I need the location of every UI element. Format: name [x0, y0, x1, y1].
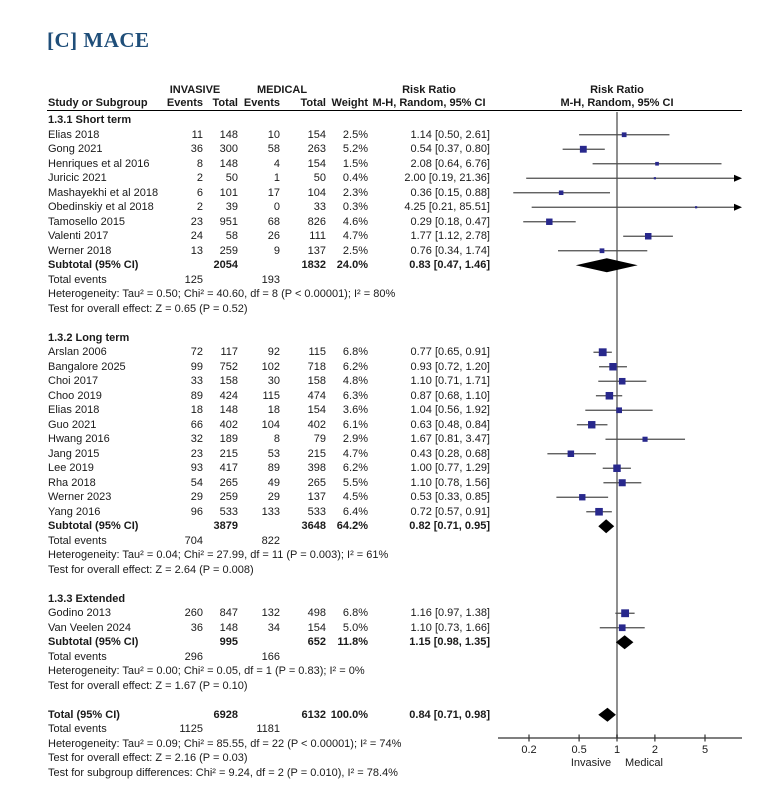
risk-ratio-ci: 0.87 [0.68, 1.10]: [410, 389, 490, 402]
table-row: [0, 519, 762, 534]
medical-events: 133: [261, 505, 280, 518]
medical-events: 92: [267, 346, 280, 358]
medical-events: 115: [262, 389, 280, 402]
invasive-total: 265: [219, 476, 238, 489]
total-label: Total (95% CI): [48, 708, 120, 721]
invasive-events: 89: [190, 389, 203, 402]
subgroup-differences-note: Test for subgroup differences: Chi² = 9.24, df = 2 (P = 0.010), I² = 78.4%: [48, 766, 398, 779]
heterogeneity-note: Heterogeneity: Tau² = 0.00; Chi² = 0.05, df = 1 (P = 0.83); I² = 0%: [48, 665, 365, 677]
risk-ratio-ci: 1.10 [0.73, 1.66]: [410, 621, 490, 634]
weight-value: 100.0%: [330, 708, 368, 721]
axis-right-label: Medical: [625, 757, 663, 769]
medical-total: 474: [307, 389, 326, 402]
study-name: Elias 2018: [48, 128, 100, 141]
medical-total: 115: [308, 346, 326, 358]
invasive-events: 18: [190, 404, 203, 416]
weight-value: 6.4%: [342, 505, 368, 518]
medical-total: 215: [307, 447, 326, 460]
table-row: [0, 606, 762, 621]
invasive-total: 995: [219, 636, 238, 648]
weight-value: 64.2%: [336, 520, 368, 532]
study-name: Bangalore 2025: [48, 360, 126, 373]
invasive-total: 158: [219, 375, 238, 387]
col-header-method-text: M-H, Random, 95% CI: [372, 97, 486, 109]
invasive-events: 54: [190, 476, 203, 489]
subtotal-label: Subtotal (95% CI): [48, 259, 139, 271]
table-row: [0, 766, 762, 781]
risk-ratio-ci: 1.00 [0.77, 1.29]: [410, 462, 490, 474]
table-row: [0, 476, 762, 491]
invasive-events: 33: [190, 375, 203, 387]
risk-ratio-ci: 0.83 [0.47, 1.46]: [409, 259, 490, 271]
weight-value: 3.6%: [342, 404, 368, 416]
invasive-total: 417: [219, 462, 238, 474]
invasive-events: 24: [190, 230, 203, 242]
weight-value: 5.0%: [342, 621, 368, 634]
risk-ratio-ci: 0.93 [0.72, 1.20]: [410, 360, 490, 373]
study-name: Arslan 2006: [48, 346, 107, 358]
table-row: [0, 287, 762, 302]
weight-value: 2.9%: [342, 433, 368, 445]
col-header-medical: MEDICAL: [256, 84, 308, 96]
weight-value: 0.4%: [342, 172, 368, 184]
table-row: [0, 345, 762, 360]
overall-effect-note: Test for overall effect: Z = 0.65 (P = 0.52): [48, 302, 248, 315]
table-row: [0, 331, 762, 346]
table-row: [0, 403, 762, 418]
risk-ratio-ci: 1.04 [0.56, 1.92]: [410, 404, 490, 416]
medical-events: 29: [267, 491, 280, 503]
col-header-med-total: Total: [300, 97, 326, 109]
risk-ratio-ci: 2.08 [0.64, 6.76]: [410, 157, 490, 170]
medical-events: 49: [267, 476, 280, 489]
invasive-total: 951: [219, 215, 238, 228]
table-row: [0, 171, 762, 186]
medical-total: 104: [307, 186, 326, 199]
table-row: [0, 577, 762, 592]
invasive-events: 6: [196, 186, 203, 199]
study-name: Werner 2023: [48, 491, 112, 503]
invasive-events: 96: [190, 505, 203, 518]
invasive-events: 13: [190, 244, 203, 257]
table-row: [0, 316, 762, 331]
weight-value: 2.5%: [342, 244, 368, 257]
table-row: [0, 215, 762, 230]
subtotal-label: Subtotal (95% CI): [48, 636, 139, 648]
total-events-label: Total events: [48, 650, 107, 663]
table-row: [0, 157, 762, 172]
table-row: [0, 142, 762, 157]
table-row: [0, 374, 762, 389]
risk-ratio-ci: 0.76 [0.34, 1.74]: [410, 244, 490, 257]
weight-value: 2.3%: [342, 186, 368, 199]
invasive-total: 148: [219, 157, 238, 170]
invasive-events: 36: [190, 621, 203, 634]
medical-total: 154: [307, 621, 326, 634]
medical-events: 89: [267, 462, 280, 474]
invasive-total: 50: [225, 172, 238, 184]
table-row: [0, 113, 762, 128]
medical-events: 53: [267, 447, 280, 460]
invasive-total: 117: [220, 346, 238, 358]
medical-total: 154: [307, 128, 326, 141]
weight-value: 6.1%: [342, 418, 368, 431]
medical-events: 1: [273, 172, 280, 184]
weight-value: 6.2%: [342, 360, 368, 373]
invasive-total: 148: [219, 128, 238, 141]
table-row: [0, 229, 762, 244]
weight-value: 2.5%: [342, 128, 368, 141]
axis-tick-label: 0.2: [521, 744, 537, 756]
risk-ratio-ci: 1.16 [0.97, 1.38]: [410, 607, 490, 619]
weight-value: 4.8%: [342, 375, 368, 387]
invasive-events: 11: [191, 128, 203, 141]
medical-total: 265: [307, 476, 326, 489]
medical-total: 402: [307, 418, 326, 431]
invasive-events: 8: [196, 157, 203, 170]
table-row: [0, 244, 762, 259]
weight-value: 5.2%: [342, 143, 368, 155]
medical-events-sum: 166: [261, 650, 280, 663]
medical-total: 50: [313, 172, 326, 184]
invasive-total: 424: [219, 389, 238, 402]
risk-ratio-ci: 0.77 [0.65, 0.91]: [410, 346, 490, 358]
risk-ratio-ci: 0.36 [0.15, 0.88]: [410, 186, 490, 199]
table-row: [0, 751, 762, 766]
invasive-total: 6928: [213, 708, 238, 721]
risk-ratio-ci: 0.43 [0.28, 0.68]: [410, 447, 490, 460]
study-name: Choo 2019: [48, 389, 102, 402]
medical-total: 533: [307, 505, 326, 518]
weight-value: 5.5%: [342, 476, 368, 489]
medical-events-sum: 1181: [256, 723, 280, 735]
invasive-events-sum: 296: [184, 650, 203, 663]
medical-total: 718: [307, 360, 326, 373]
subgroup-heading: 1.3.2 Long term: [48, 331, 130, 344]
table-row: [0, 418, 762, 433]
weight-value: 1.5%: [342, 157, 368, 170]
invasive-events: 260: [184, 607, 203, 619]
axis-tick-label: 1: [613, 744, 621, 756]
table-row: [0, 592, 762, 607]
weight-value: 4.6%: [342, 215, 368, 228]
table-row: [0, 693, 762, 708]
subtotal-label: Subtotal (95% CI): [48, 520, 139, 532]
table-row: [0, 563, 762, 578]
study-name: Henriques et al 2016: [48, 157, 150, 170]
medical-events: 17: [267, 186, 280, 199]
study-name: Jang 2015: [48, 447, 100, 460]
invasive-events: 23: [190, 447, 203, 460]
risk-ratio-ci: 1.15 [0.98, 1.35]: [409, 636, 490, 648]
invasive-total: 101: [219, 186, 238, 199]
invasive-events: 99: [190, 360, 203, 373]
study-name: Van Veelen 2024: [48, 621, 131, 634]
invasive-events: 2: [196, 201, 203, 213]
medical-events: 8: [273, 433, 280, 445]
total-events-label: Total events: [48, 534, 107, 547]
invasive-total: 259: [219, 244, 238, 257]
medical-events: 30: [267, 375, 280, 387]
study-name: Tamosello 2015: [48, 215, 126, 228]
risk-ratio-ci: 0.82 [0.71, 0.95]: [409, 520, 490, 532]
medical-events-sum: 822: [261, 534, 280, 547]
study-name: Juricic 2021: [48, 172, 107, 184]
table-row: [0, 186, 762, 201]
invasive-events: 93: [190, 462, 203, 474]
weight-value: 4.7%: [342, 447, 368, 460]
invasive-total: 215: [219, 447, 238, 460]
invasive-total: 148: [219, 621, 238, 634]
study-name: Gong 2021: [48, 143, 103, 155]
heterogeneity-note: Heterogeneity: Tau² = 0.04; Chi² = 27.99, df = 11 (P = 0.003); I² = 61%: [48, 549, 389, 561]
medical-events: 104: [261, 418, 280, 431]
risk-ratio-ci: 0.53 [0.33, 0.85]: [410, 491, 490, 503]
invasive-total: 259: [219, 491, 238, 503]
medical-total: 137: [307, 491, 326, 503]
table-row: [0, 505, 762, 520]
table-row: [0, 635, 762, 650]
heterogeneity-note: Heterogeneity: Tau² = 0.09; Chi² = 85.55, df = 22 (P < 0.00001); I² = 74%: [48, 737, 402, 750]
col-header-study: Study or Subgroup: [48, 97, 148, 109]
table-row: [0, 722, 762, 737]
risk-ratio-ci: 0.54 [0.37, 0.80]: [410, 143, 490, 155]
medical-events-sum: 193: [261, 273, 280, 286]
medical-events: 132: [261, 607, 280, 619]
medical-events: 102: [261, 360, 280, 373]
risk-ratio-ci: 1.10 [0.78, 1.56]: [410, 476, 490, 489]
weight-value: 4.7%: [342, 230, 368, 242]
table-row: [0, 708, 762, 723]
study-name: Choi 2017: [48, 375, 99, 387]
table-row: [0, 273, 762, 288]
invasive-total: 2054: [213, 259, 238, 271]
table-row: [0, 360, 762, 375]
subgroup-heading: 1.3.3 Extended: [48, 592, 126, 605]
invasive-events-sum: 704: [184, 534, 203, 547]
invasive-total: 189: [219, 433, 238, 445]
weight-value: 4.5%: [342, 491, 368, 503]
table-row: [0, 679, 762, 694]
table-row: [0, 534, 762, 549]
total-events-label: Total events: [48, 273, 107, 286]
study-name: Guo 2021: [48, 418, 97, 431]
heterogeneity-note: Heterogeneity: Tau² = 0.50; Chi² = 40.60, df = 8 (P < 0.00001); I² = 80%: [48, 288, 396, 300]
risk-ratio-ci: 0.29 [0.18, 0.47]: [410, 215, 490, 228]
invasive-total: 39: [225, 201, 238, 213]
study-name: Elias 2018: [48, 404, 100, 416]
table-row: [0, 621, 762, 636]
col-header-method-plot: M-H, Random, 95% CI: [560, 97, 674, 109]
medical-total: 498: [307, 607, 326, 619]
weight-value: 6.3%: [342, 389, 368, 402]
axis-tick-label: 5: [701, 744, 709, 756]
risk-ratio-ci: 1.10 [0.71, 1.71]: [410, 375, 490, 387]
medical-total: 398: [307, 462, 326, 474]
invasive-events: 72: [190, 346, 203, 358]
invasive-events: 32: [190, 433, 203, 445]
col-header-risk-ratio-text: Risk Ratio: [402, 84, 456, 96]
medical-events: 9: [273, 244, 280, 257]
weight-value: 6.2%: [342, 462, 368, 474]
col-header-weight: Weight: [331, 97, 368, 109]
weight-value: 24.0%: [336, 259, 368, 271]
invasive-events-sum: 125: [184, 273, 203, 286]
weight-value: 11.8%: [337, 636, 368, 648]
medical-total: 652: [307, 636, 326, 648]
study-name: Werner 2018: [48, 244, 112, 257]
table-row: [0, 128, 762, 143]
weight-value: 6.8%: [342, 346, 368, 358]
medical-events: 0: [273, 201, 280, 213]
medical-events: 4: [273, 157, 280, 170]
medical-total: 137: [307, 244, 326, 257]
table-row: [0, 650, 762, 665]
risk-ratio-ci: 0.63 [0.48, 0.84]: [410, 418, 490, 431]
subgroup-heading: 1.3.1 Short term: [48, 114, 132, 126]
invasive-events: 36: [190, 143, 203, 155]
table-row: [0, 461, 762, 476]
table-row: [0, 490, 762, 505]
weight-value: 0.3%: [342, 201, 368, 213]
medical-total: 1832: [301, 259, 326, 271]
study-name: Mashayekhi et al 2018: [48, 186, 159, 199]
table-row: [0, 737, 762, 752]
medical-total: 3648: [301, 520, 326, 532]
risk-ratio-ci: 4.25 [0.21, 85.51]: [404, 201, 490, 213]
overall-effect-note: Test for overall effect: Z = 2.16 (P = 0.03): [48, 752, 248, 764]
risk-ratio-ci: 0.84 [0.71, 0.98]: [409, 708, 490, 721]
medical-events: 10: [267, 128, 280, 141]
invasive-total: 533: [219, 505, 238, 518]
study-name: Yang 2016: [48, 505, 101, 518]
weight-value: 6.8%: [342, 607, 368, 619]
overall-effect-note: Test for overall effect: Z = 1.67 (P = 0.10): [48, 679, 248, 692]
medical-events: 26: [267, 230, 280, 242]
invasive-events: 23: [190, 215, 203, 228]
medical-total: 826: [307, 215, 326, 228]
medical-total: 263: [307, 143, 326, 155]
medical-total: 6132: [301, 708, 326, 721]
risk-ratio-ci: 2.00 [0.19, 21.36]: [404, 172, 490, 184]
study-name: Obedinskiy et al 2018: [48, 201, 154, 213]
table-row: [0, 664, 762, 679]
invasive-total: 300: [219, 143, 238, 155]
table-row: [0, 302, 762, 317]
medical-total: 158: [307, 375, 326, 387]
medical-total: 154: [307, 157, 326, 170]
table-row: [0, 258, 762, 273]
col-header-invasive: INVASIVE: [169, 84, 221, 96]
invasive-events-sum: 1125: [179, 723, 203, 735]
medical-events: 68: [267, 215, 280, 228]
study-name: Lee 2019: [48, 462, 94, 474]
invasive-total: 58: [225, 230, 238, 242]
study-name: Rha 2018: [48, 476, 96, 489]
col-header-inv-total: Total: [212, 97, 238, 109]
medical-events: 58: [267, 143, 280, 155]
figure-title: [C] MACE: [47, 28, 150, 52]
axis-left-label: Invasive: [570, 757, 612, 769]
overall-effect-note: Test for overall effect: Z = 2.64 (P = 0.008): [48, 563, 254, 576]
medical-events: 34: [267, 621, 280, 634]
axis-tick-label: 2: [651, 744, 658, 756]
invasive-total: 148: [219, 404, 238, 416]
risk-ratio-ci: 1.67 [0.81, 3.47]: [410, 433, 490, 445]
table-row: [0, 432, 762, 447]
invasive-events: 66: [190, 418, 203, 431]
medical-total: 111: [309, 230, 326, 242]
axis-tick-label: 0.5: [571, 744, 587, 756]
invasive-total: 752: [219, 360, 238, 373]
risk-ratio-ci: 0.72 [0.57, 0.91]: [410, 505, 490, 518]
medical-total: 33: [313, 201, 326, 213]
total-events-label: Total events: [48, 723, 107, 735]
invasive-total: 402: [219, 418, 238, 431]
risk-ratio-ci: 1.14 [0.50, 2.61]: [410, 128, 490, 141]
study-name: Valenti 2017: [48, 230, 109, 242]
table-row: [0, 389, 762, 404]
study-name: Hwang 2016: [48, 433, 110, 445]
medical-total: 154: [307, 404, 326, 416]
study-name: Godino 2013: [48, 607, 111, 619]
col-header-risk-ratio-plot: Risk Ratio: [590, 84, 644, 96]
invasive-total: 847: [219, 607, 238, 619]
col-header-inv-events: Events: [166, 97, 203, 109]
table-row: [0, 200, 762, 215]
medical-events: 18: [267, 404, 280, 416]
table-row: [0, 447, 762, 462]
medical-total: 79: [313, 433, 326, 445]
invasive-events: 29: [190, 491, 203, 503]
risk-ratio-ci: 1.77 [1.12, 2.78]: [410, 230, 490, 242]
invasive-events: 2: [196, 172, 203, 184]
invasive-total: 3879: [213, 520, 238, 532]
col-header-med-events: Events: [243, 97, 280, 109]
table-row: [0, 548, 762, 563]
